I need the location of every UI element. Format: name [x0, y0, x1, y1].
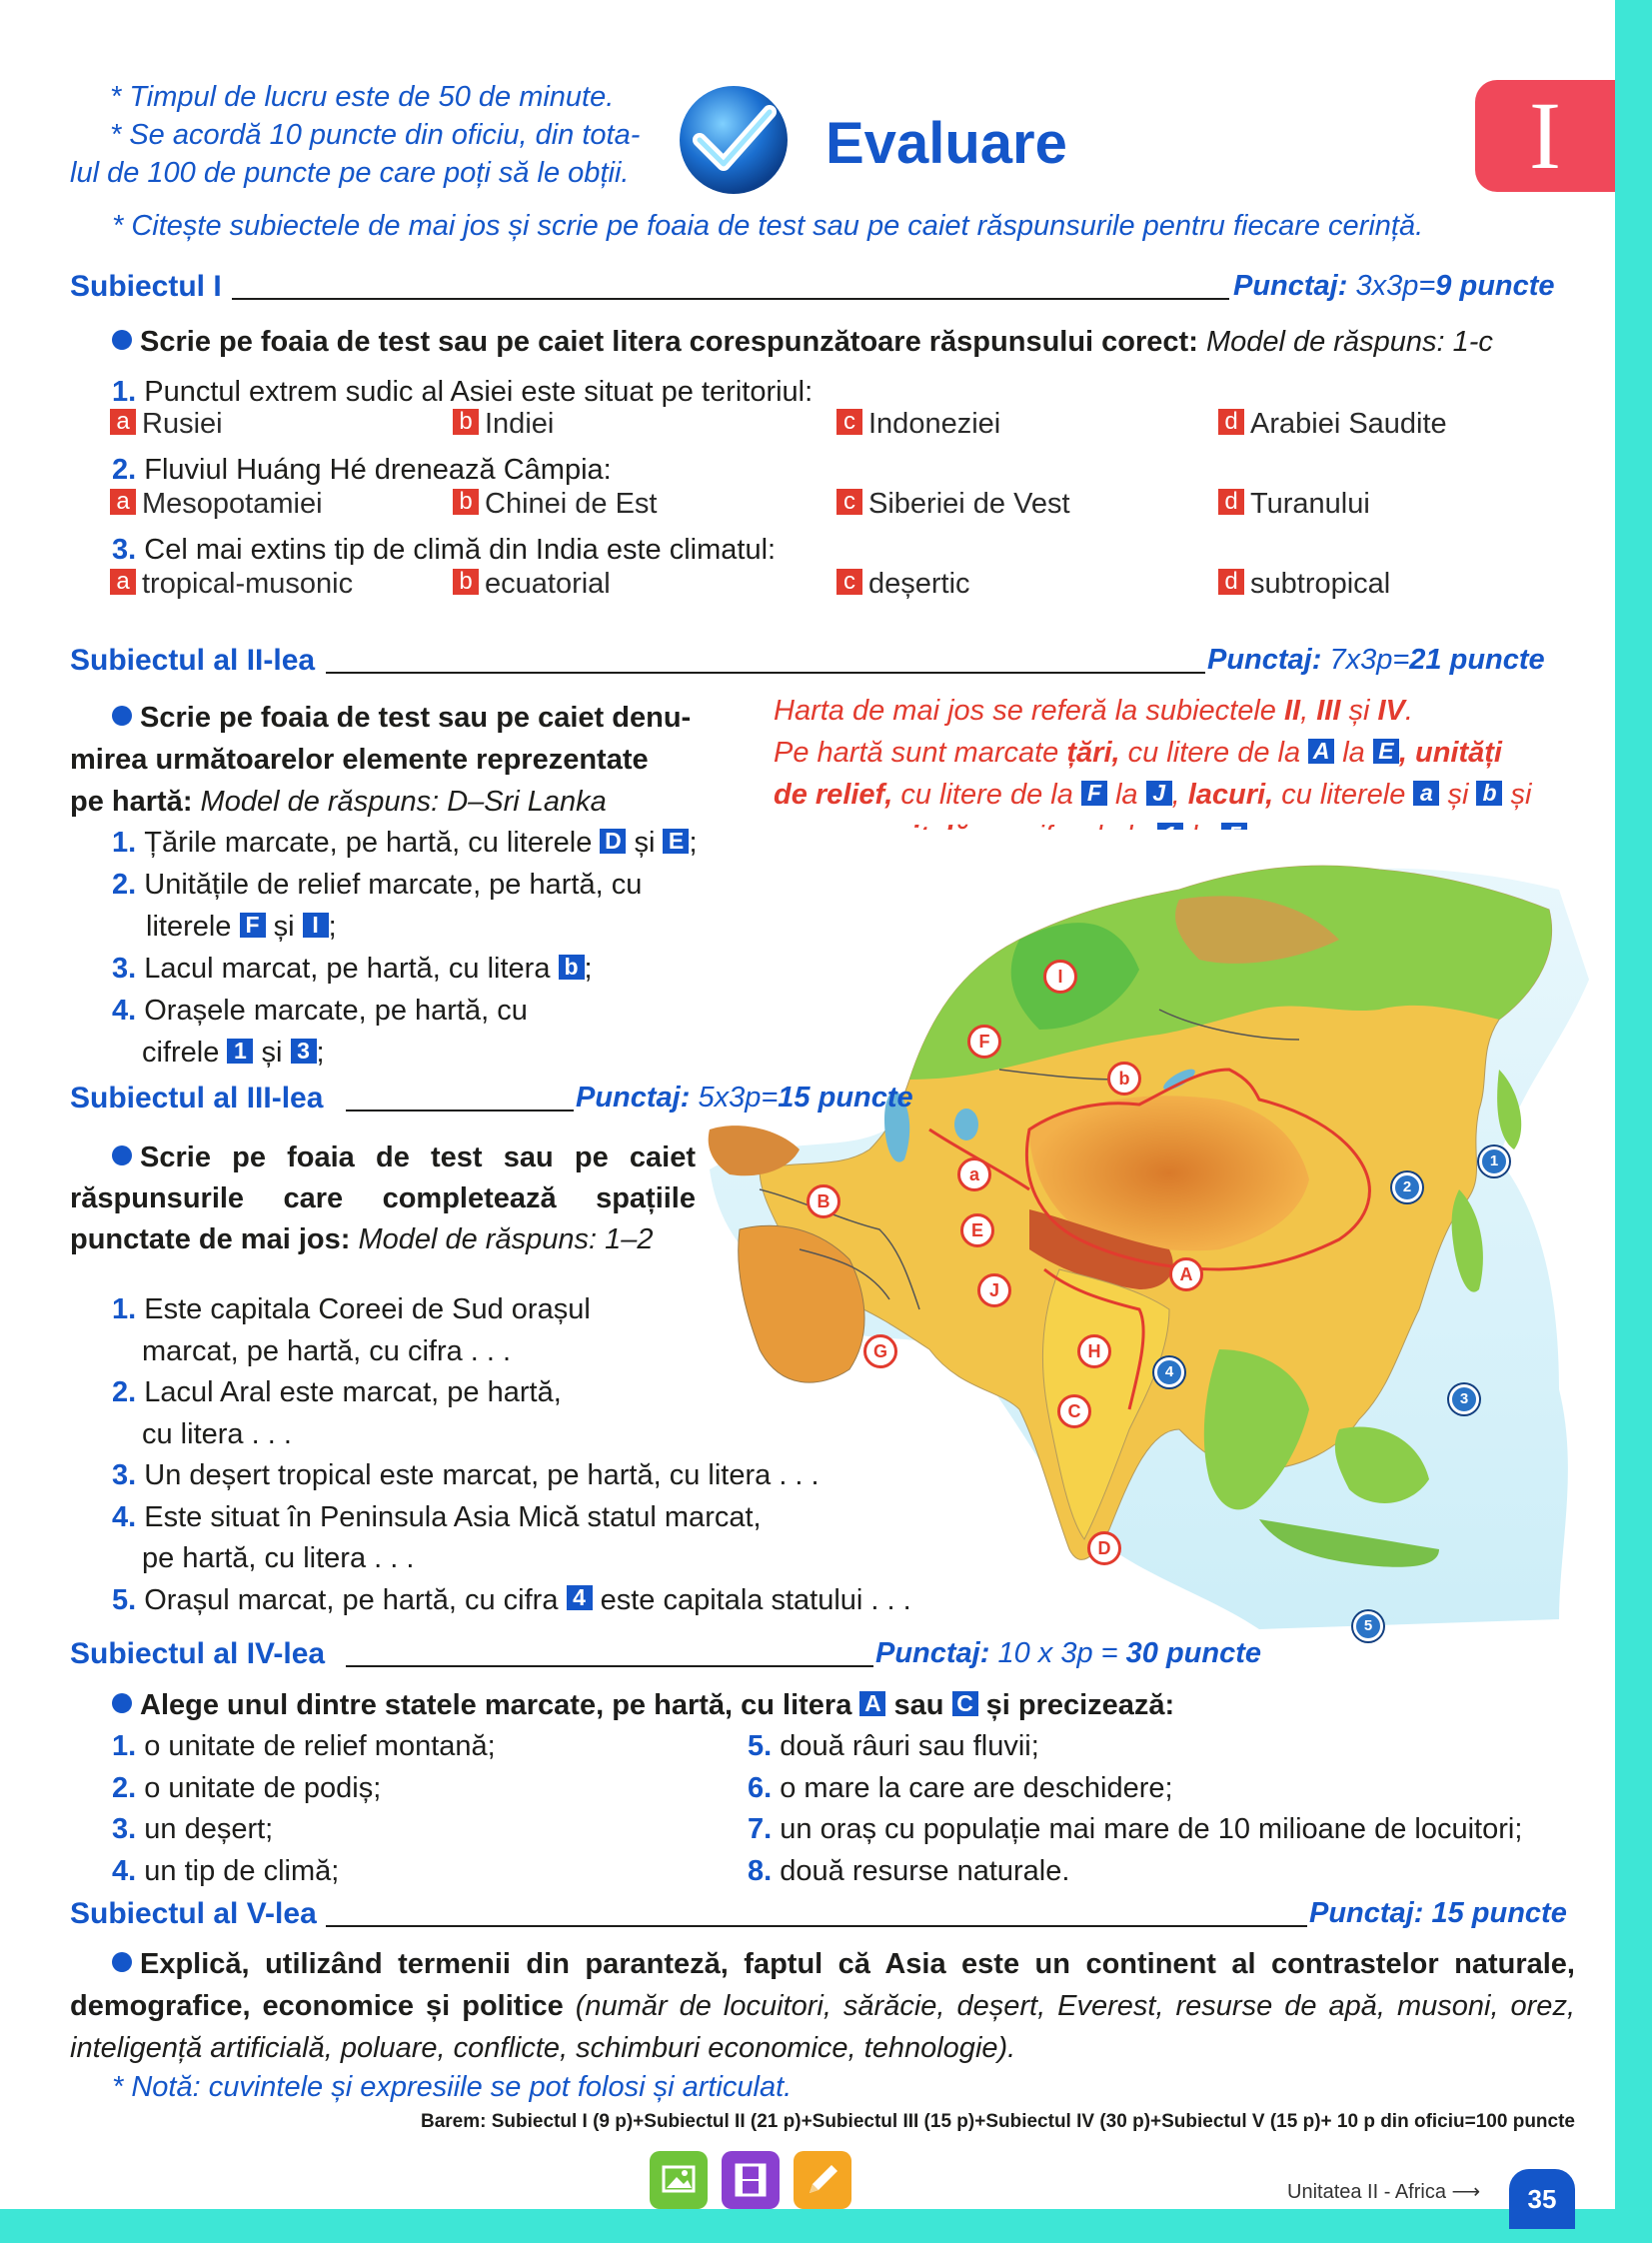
section1-score: Punctaj: 3x3p=9 puncte: [1233, 270, 1555, 302]
map-pin-5: 5: [1353, 1611, 1383, 1641]
question-1-1: 1. Punctul extrem sudic al Asiei este situat pe teritoriul:: [112, 376, 814, 408]
q3-option-d: d subtropical: [1218, 568, 1390, 601]
bullet-icon: [112, 1693, 132, 1713]
q2-option-a: a Mesopotamiei: [110, 488, 323, 521]
s2-item-3: 3. Lacul marcat, pe hartă, cu litera b ;: [112, 953, 593, 985]
map-pin-3: 3: [1449, 1384, 1479, 1414]
q1-option-a: a Rusiei: [110, 408, 223, 441]
pencil-exercise-icon[interactable]: [794, 2151, 851, 2209]
map-marker-I: I: [1043, 960, 1077, 994]
arrow-right-icon: ⟶: [1451, 2181, 1481, 2203]
section2-instruction: Scrie pe foaia de test sau pe caiet denu- mirea următoarelor elemente reprezentate pe hartă: Model de răspuns: D–Sri Lanka: [70, 702, 692, 818]
q2-option-d: d Turanului: [1218, 488, 1370, 521]
s2-item-4: 4. Orașele marcate, pe hartă, cu: [112, 995, 528, 1027]
question-1-2: 2. Fluviul Huáng Hé drenează Câmpia:: [112, 454, 612, 486]
page-number: 35: [1509, 2169, 1575, 2229]
q3-option-c: c deșertic: [836, 568, 970, 601]
page-title: Evaluare: [826, 111, 1067, 176]
section3-title: Subiectul al III-lea: [70, 1082, 324, 1115]
s4-item-8: 8. două resurse naturale.: [748, 1854, 1070, 1887]
footer-unit-label: Unitatea II - Africa ⟶: [1287, 2181, 1481, 2203]
grading-scheme: Barem: Subiectul I (9 p)+Subiectul II (21 p)+Subiectul III (15 p)+Subiectul IV (30 p)+Subiectul V (15 p)+ 10 p din oficiu=100 puncte: [420, 2111, 1575, 2132]
section1-rule: [232, 298, 1229, 300]
section4-title: Subiectul al IV-lea: [70, 1637, 326, 1670]
section5-instruction: Explică, utilizând termenii din paranteză, faptul că Asia este un continent al contrastelor naturale, demografice, economice și politice (număr de locuitori, sărăcie, deșert, Everest, resurse de apă, musoni, orez, inteligență artificială, poluare, conflicte, schimburi economice, tehnologie).: [70, 1948, 1575, 2064]
bullet-icon: [112, 1952, 132, 1972]
section3-items: 1. Este capitala Coreei de Sud orașul marcat, pe hartă, cu cifra . . . 2. Lacul Aral este marcat, pe hartă, cu litera . . . 3. Un deșert tropical este marcat, pe hartă, cu litera . . . 4. Este situat în Peninsula Asia Mică statul marcat, pe hartă, cu litera . . . 5. Orașul marcat, pe hartă, cu cifra 4 este capitala statului . . .: [112, 1289, 911, 1621]
map-pin-1: 1: [1479, 1146, 1509, 1176]
q3-option-a: a tropical-musonic: [110, 568, 353, 601]
section2-rule: [326, 672, 1205, 674]
s3-item-4: 4. Este situat în Peninsula Asia Mică statul marcat,: [112, 1500, 762, 1533]
video-resource-icon[interactable]: [722, 2151, 780, 2209]
map-marker-a: a: [957, 1157, 991, 1191]
s2-item-1: 1. Țările marcate, pe hartă, cu literele D și E ;: [112, 827, 698, 859]
header-notes: [70, 78, 670, 192]
section4-items-right: [748, 1726, 1522, 1892]
map-marker-D: D: [1087, 1531, 1121, 1565]
section1-instruction: Scrie pe foaia de test sau pe caiet litera corespunzătoare răspunsului corect: Model de răspuns: 1-c: [112, 322, 1493, 362]
s3-item-2: 2. Lacul Aral este marcat, pe hartă,: [112, 1376, 562, 1408]
map-marker-F: F: [967, 1025, 1001, 1059]
q1-option-b: b Indiei: [453, 408, 554, 441]
map-marker-E: E: [960, 1213, 994, 1247]
s4-item-1: 1. o unitate de relief montană;: [112, 1730, 496, 1762]
bullet-icon: [112, 330, 132, 350]
section3-score: Punctaj: 5x3p=15 puncte: [576, 1082, 913, 1114]
bullet-icon: [112, 706, 132, 726]
image-resource-icon[interactable]: [650, 2151, 708, 2209]
map-marker-b: b: [1107, 1062, 1141, 1096]
s4-item-7: 7. un oraș cu populație mai mare de 10 milioane de locuitori;: [748, 1813, 1523, 1845]
section4-items-left: [112, 1726, 496, 1892]
section4-rule: [346, 1665, 873, 1667]
map-note: Harta de mai jos se referă la subiectele II, III și IV. Pe hartă sunt marcate țări, cu litere de la A la E , unități de relief, cu litere de la F la J , lacuri, cu literele a și b și: [774, 690, 1573, 858]
note-points-line1: * Se acordă 10 puncte din oficiu, din tota-: [110, 119, 641, 151]
q1-option-d: d Arabiei Saudite: [1218, 408, 1447, 441]
section1-title: Subiectul I: [70, 270, 222, 303]
s2-item-2: 2. Unitățile de relief marcate, pe hartă, cu: [112, 869, 643, 901]
section4-instruction: Alege unul dintre statele marcate, pe hartă, cu litera A sau C și precizează:: [112, 1685, 1174, 1725]
note-time: * Timpul de lucru este de 50 de minute.: [110, 81, 615, 113]
s4-item-5: 5. două râuri sau fluvii;: [748, 1730, 1039, 1762]
s3-item-1: 1. Este capitala Coreei de Sud orașul: [112, 1293, 591, 1325]
q3-option-b: b ecuatorial: [453, 568, 611, 601]
s4-item-3: 3. un deșert;: [112, 1813, 274, 1845]
map-marker-J: J: [977, 1273, 1011, 1307]
note-instructions: * Citește subiectele de mai jos și scrie pe foaia de test sau pe caiet răspunsurile pentru fiecare cerință.: [112, 210, 1424, 242]
map-pin-4: 4: [1154, 1357, 1184, 1387]
s4-item-4: 4. un tip de climă;: [112, 1854, 340, 1887]
map-pin-2: 2: [1392, 1172, 1422, 1202]
s4-item-2: 2. o unitate de podiș;: [112, 1771, 382, 1804]
map-marker-H: H: [1077, 1334, 1111, 1368]
section5-title: Subiectul al V-lea: [70, 1897, 317, 1930]
unit-tab: I: [1475, 80, 1615, 192]
map-marker-A: A: [1169, 1257, 1203, 1291]
s3-item-3: 3. Un deșert tropical este marcat, pe hartă, cu litera . . .: [112, 1459, 820, 1491]
note-points-line2: lul de 100 de puncte pe care poți să le obții.: [70, 157, 630, 189]
bullet-icon: [112, 1145, 132, 1165]
map-marker-B: B: [807, 1184, 840, 1218]
section3-instruction: Scrie pe foaia de test sau pe caiet răspunsurile care completează spațiile punctate de mai jos: Model de răspuns: 1–2: [70, 1141, 696, 1255]
section5-score: Punctaj: 15 puncte: [1309, 1897, 1567, 1929]
section2-items: 1. Țările marcate, pe hartă, cu literele D și E ; 2. Unitățile de relief marcate, pe hartă, cu literele F și I ; 3. Lacul marcat, pe hartă, cu litera b ; 4. Orașele marcate, pe hartă, cu cifrele 1 și 3 ;: [112, 822, 698, 1074]
s3-item-5: 5. Orașul marcat, pe hartă, cu cifra 4 este capitala statului . . .: [112, 1583, 911, 1616]
question-1-3: 3. Cel mai extins tip de climă din India este climatul:: [112, 534, 777, 566]
map-marker-C: C: [1057, 1394, 1091, 1428]
section5-note: * Notă: cuvintele și expresiile se pot folosi și articulat.: [112, 2071, 793, 2103]
q1-option-c: c Indoneziei: [836, 408, 1000, 441]
s4-item-6: 6. o mare la care are deschidere;: [748, 1771, 1173, 1804]
evaluation-check-icon: [676, 82, 792, 198]
section2-score: Punctaj: 7x3p=21 puncte: [1207, 644, 1545, 676]
section2-title: Subiectul al II-lea: [70, 644, 316, 677]
section5-rule: [326, 1925, 1307, 1927]
q2-option-c: c Siberiei de Vest: [836, 488, 1070, 521]
section4-score: Punctaj: 10 x 3p = 30 puncte: [875, 1637, 1262, 1669]
q2-option-b: b Chinei de Est: [453, 488, 658, 521]
section3-rule: [346, 1110, 574, 1112]
map-marker-G: G: [863, 1334, 897, 1368]
